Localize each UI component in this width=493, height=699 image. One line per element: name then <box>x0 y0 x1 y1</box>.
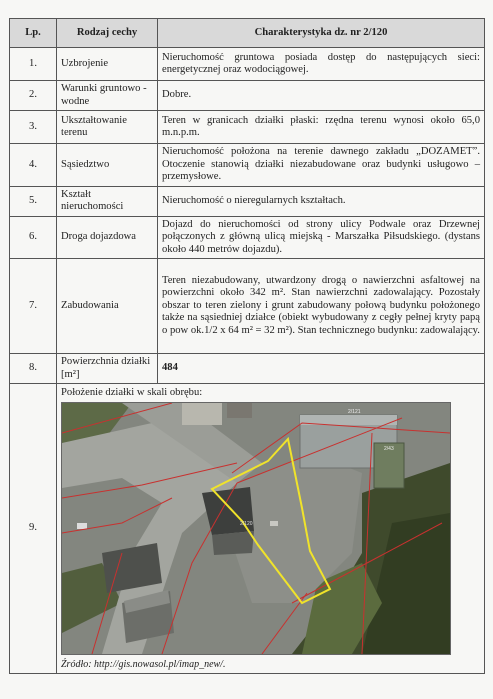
table-row <box>10 216 485 259</box>
row-description: 484 <box>158 354 485 384</box>
table-row <box>10 186 485 216</box>
table-row <box>10 144 485 187</box>
row-feature: Powierzchnia działki [m²] <box>57 354 158 384</box>
building-label: 2/43 <box>384 445 394 452</box>
header-charakterystyka: Charakterystyka dz. nr 2/120 <box>158 19 485 48</box>
row-description: Teren w granicach działki płaski: rzędna terenu wynosi około 65,0 m.n.p.m. <box>158 111 485 144</box>
table-row <box>10 259 485 354</box>
row-feature: Sąsiedztwo <box>57 144 158 187</box>
row-description: Nieruchomość gruntowa posiada dostęp do następujących sieci: energetycznej oraz wodociągowej. <box>158 48 485 81</box>
row-feature: Zabudowania <box>57 259 158 354</box>
row-description: Dobre. <box>158 81 485 111</box>
parcel-label: 2/120 <box>240 520 253 527</box>
map-source: Źródło: http://gis.nowasol.pl/imap_new/. <box>61 658 226 670</box>
table-row <box>10 48 485 81</box>
map-caption: Położenie działki w skali obrębu: <box>61 387 203 398</box>
table-row <box>10 111 485 144</box>
row-number: 6. <box>10 216 57 259</box>
table-row <box>10 354 485 384</box>
row-description: Teren niezabudowany, utwardzony drogą o nawierzchni asfaltowej na powierzchni około 342 m². Stan nawierzchni zadowalający. Pozostały obszar to teren zielony i grunt zabudowany połową budynku położonego także na sąsiedniej działce (obiekt wybudowany z cegły pełnej kryty papą o pow ok.1/2 x 64 m² = 32 m²). Stan technicznego budynku: zadowalający. <box>158 259 485 354</box>
north-parcel-label: 2/121 <box>348 408 361 415</box>
row-number: 2. <box>10 81 57 111</box>
row-feature: Ukształtowanie terenu <box>57 111 158 144</box>
row-description: Dojazd do nieruchomości od strony ulicy Podwale oraz Drzewnej połączonych z główną ulicą miejską - Marszałka Piłsudskiego. (dystans około 440 metrów dojazdu). <box>158 216 485 259</box>
row-number: 8. <box>10 354 57 384</box>
header-row <box>10 19 485 48</box>
property-table <box>9 18 485 674</box>
row-number: 3. <box>10 111 57 144</box>
aerial-map-image <box>62 403 450 654</box>
row-feature: Kształt nieruchomości <box>57 186 158 216</box>
row-number: 7. <box>10 259 57 354</box>
row-number: 5. <box>10 186 57 216</box>
row-number: 9. <box>10 384 57 674</box>
table-row-map <box>10 384 485 674</box>
row-feature: Uzbrojenie <box>57 48 158 81</box>
row-feature: Warunki gruntowo - wodne <box>57 81 158 111</box>
map-cell <box>57 384 485 674</box>
row-description: Nieruchomość położona na terenie dawnego zakładu „DOZAMET”. Otoczenie stanowią działki niezabudowane oraz budynki usługowo – przemysłowe. <box>158 144 485 187</box>
aerial-map <box>61 402 451 655</box>
row-description: Nieruchomość o nieregularnych kształtach. <box>158 186 485 216</box>
table-row <box>10 81 485 111</box>
row-number: 1. <box>10 48 57 81</box>
header-cecha: Rodzaj cechy <box>57 19 158 48</box>
header-lp: Lp. <box>10 19 57 48</box>
row-feature: Droga dojazdowa <box>57 216 158 259</box>
row-number: 4. <box>10 144 57 187</box>
